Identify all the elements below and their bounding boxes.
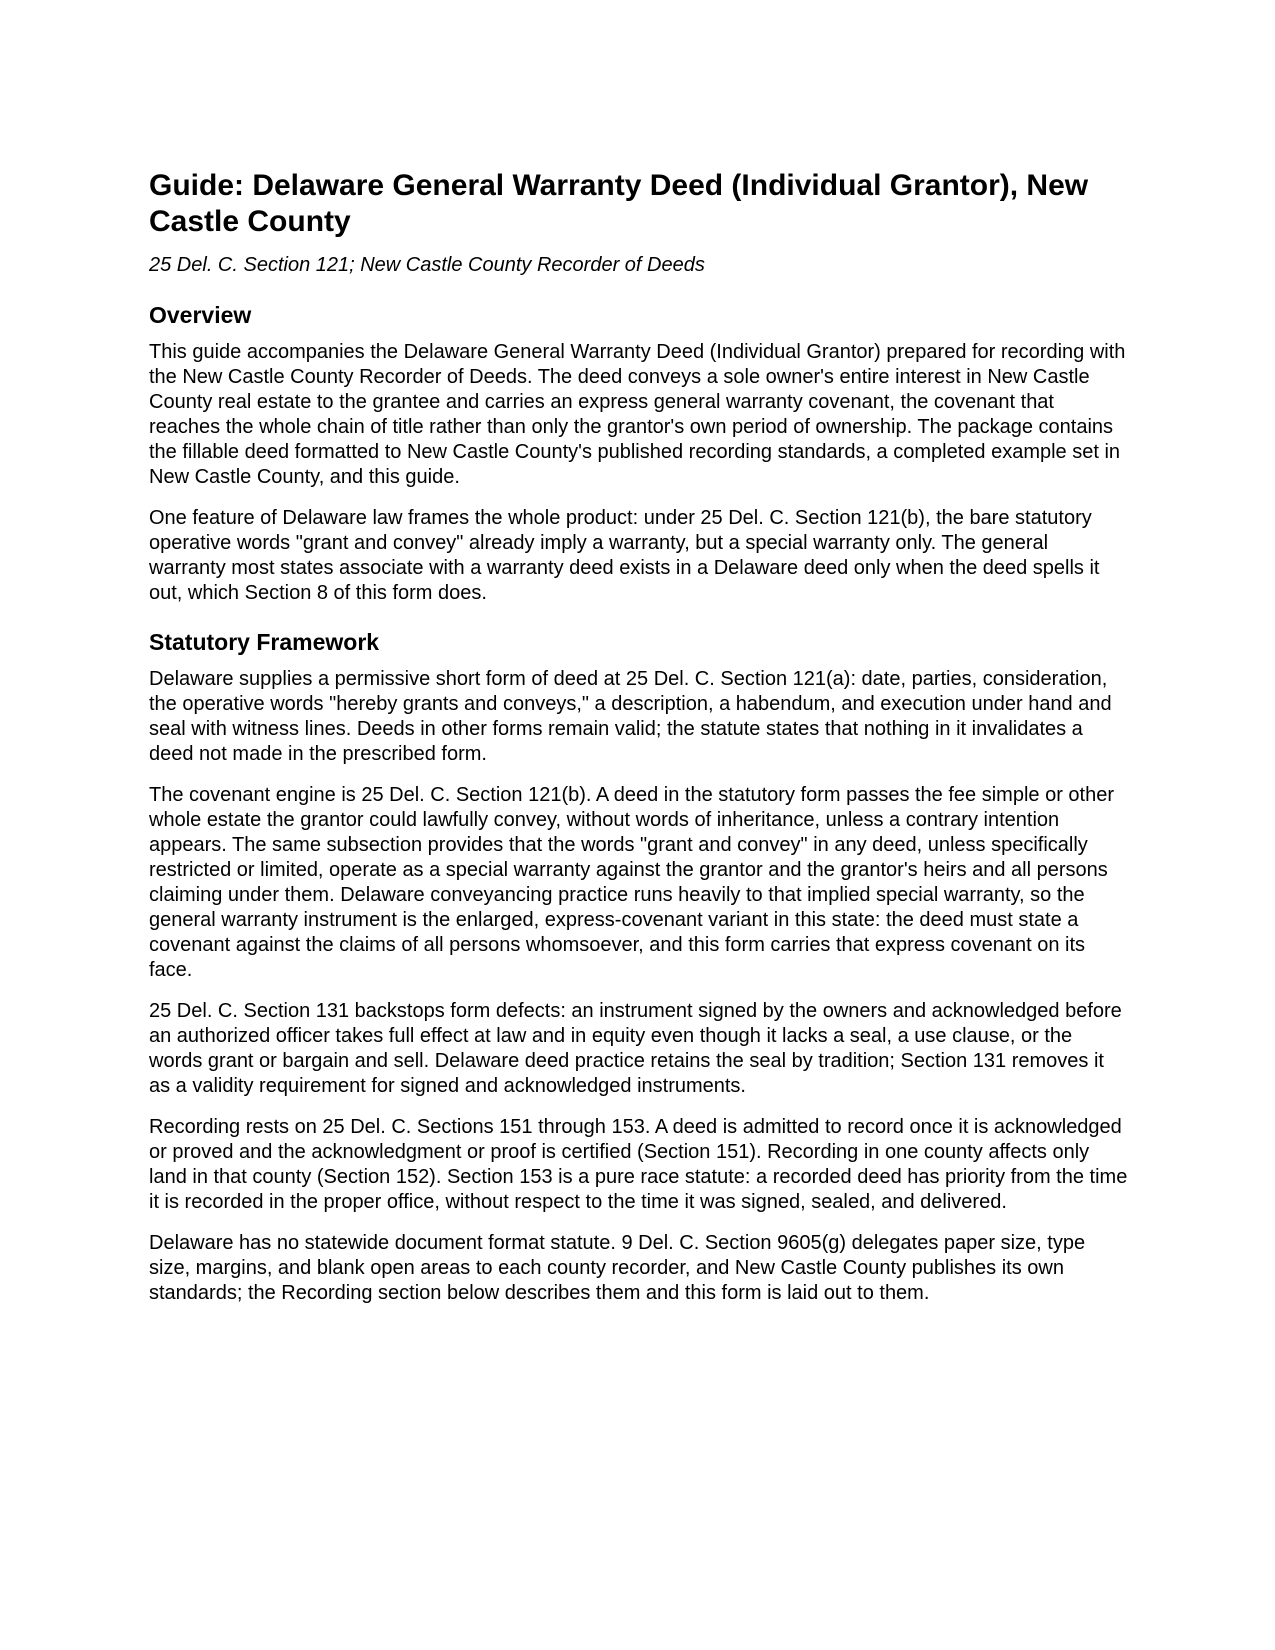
- paragraph: Delaware has no statewide document format statute. 9 Del. C. Section 9605(g) delegates paper size, type size, margins, and blank open areas to each county recorder, and New Castle County publishes its own standards; the Recording section below describes them and this form is laid out to them.: [149, 1232, 1086, 1304]
- paragraph: Recording rests on 25 Del. C. Sections 151 through 153. A deed is admitted to record once it is acknowledged or proved and the acknowledgment or proof is certified (Section 151). Recording in one county affects only land in that county (Section 152). Section 153 is a pure race statute: a recorded deed has priority from the time it is recorded in the proper office, without respect to the time it was signed, sealed, and delivered.: [149, 1116, 1128, 1213]
- section-statutory-framework: [149, 628, 1129, 1306]
- paragraph: 25 Del. C. Section 131 backstops form defects: an instrument signed by the owners and acknowledged before an authorized officer takes full effect at law and in equity even though it lacks a seal, a use clause, or the words grant or bargain and sell. Delaware deed practice retains the seal by tradition; Section 131 removes it as a validity requirement for signed and acknowledged instruments.: [149, 1000, 1122, 1097]
- section-heading: Statutory Framework: [149, 629, 380, 655]
- document-subtitle: 25 Del. C. Section 121; New Castle County Recorder of Deeds: [149, 254, 705, 276]
- paragraph: Delaware supplies a permissive short form of deed at 25 Del. C. Section 121(a): date, parties, consideration, the operative words "hereby grants and conveys," a description, a habendum, and execution under hand and seal with witness lines. Deeds in other forms remain valid; the statute states that nothing in it invalidates a deed not made in the prescribed form.: [149, 668, 1112, 765]
- document-page: [149, 168, 1129, 1306]
- section-overview: [149, 301, 1129, 606]
- paragraph: This guide accompanies the Delaware General Warranty Deed (Individual Grantor) prepared for recording with the New Castle County Recorder of Deeds. The deed conveys a sole owner's entire interest in New Castle County real estate to the grantee and carries an express general warranty covenant, the covenant that reaches the whole chain of title rather than only the grantor's own period of ownership. The package contains the fillable deed formatted to New Castle County's published recording standards, a completed example set in New Castle County, and this guide.: [149, 341, 1126, 488]
- paragraph: The covenant engine is 25 Del. C. Section 121(b). A deed in the statutory form passes the fee simple or other whole estate the grantor could lawfully convey, without words of inheritance, unless a contrary intention appears. The same subsection provides that the words "grant and convey" in any deed, unless specifically restricted or limited, operate as a special warranty against the grantor and the grantor's heirs and all persons claiming under them. Delaware conveyancing practice runs heavily to that implied special warranty, so the general warranty instrument is the enlarged, express-covenant variant in this state: the deed must state a covenant against the claims of all persons whomsoever, and this form carries that express covenant on its face.: [149, 784, 1114, 981]
- document-title: Guide: Delaware General Warranty Deed (Individual Grantor), New Castle County: [149, 169, 1089, 238]
- paragraph: One feature of Delaware law frames the whole product: under 25 Del. C. Section 121(b), the bare statutory operative words "grant and convey" already imply a warranty, but a special warranty only. The general warranty most states associate with a warranty deed exists in a Delaware deed only when the deed spells it out, which Section 8 of this form does.: [149, 507, 1100, 604]
- section-heading: Overview: [149, 302, 252, 328]
